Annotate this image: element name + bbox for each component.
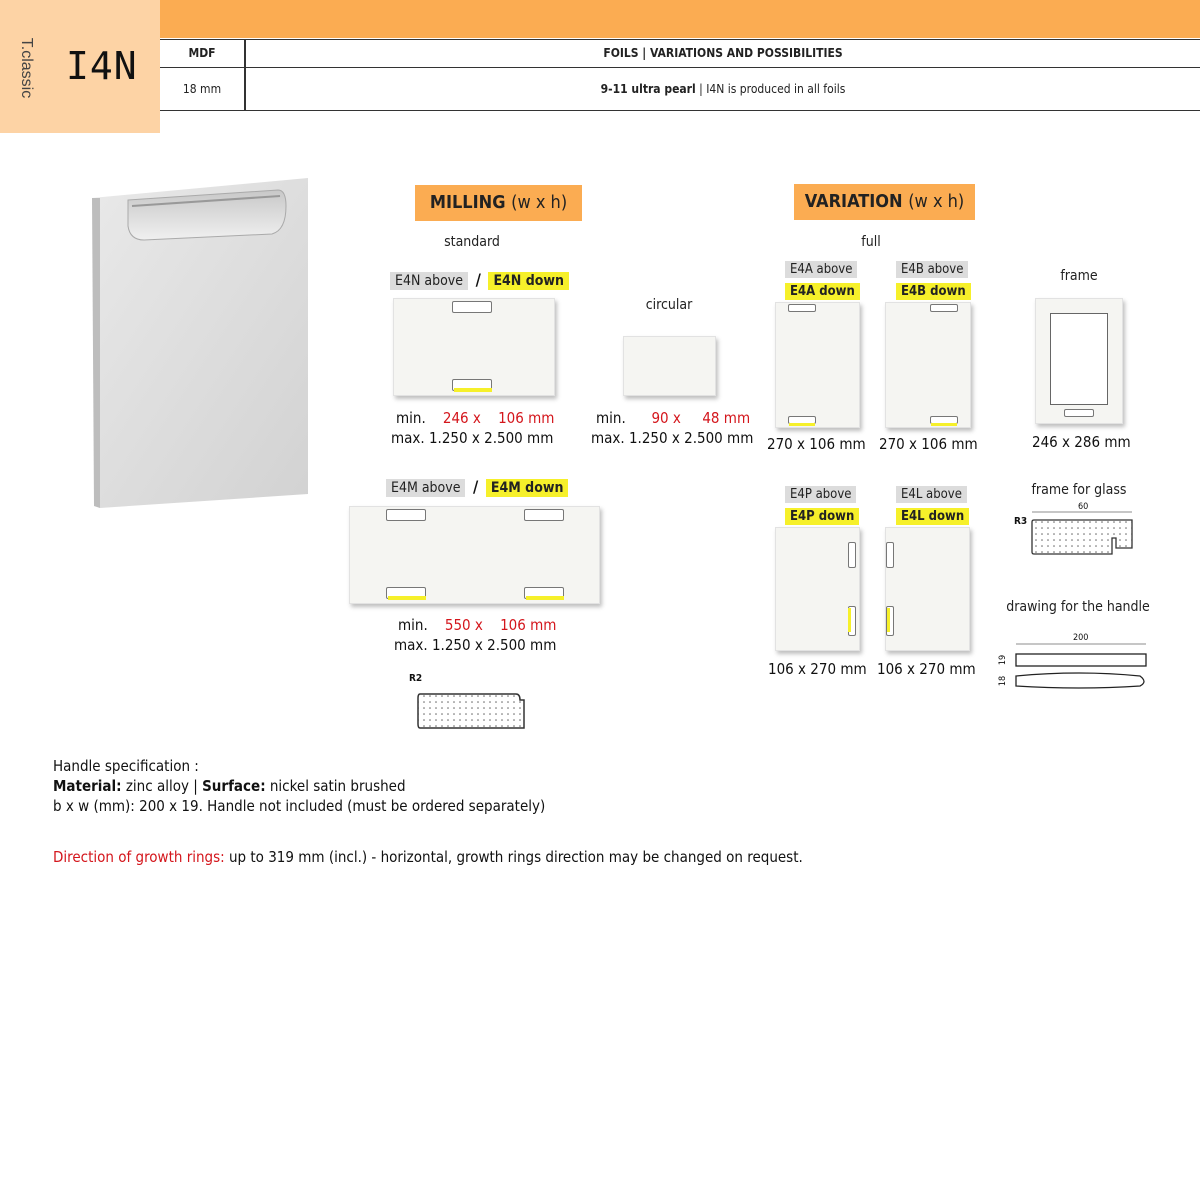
e4a-yellow-mark [789, 423, 815, 426]
e4b-above-tag-wrap [896, 258, 968, 277]
surface-label: Surface: [202, 777, 266, 795]
e4a-down-tag: E4A down [785, 283, 860, 300]
e4l-above-tag-wrap [896, 483, 967, 502]
e4a-dimension: 270 x 106 mm [767, 435, 866, 453]
e4a-panel [775, 302, 860, 428]
full-label: full [861, 234, 881, 250]
circular-max-dimension: max. 1.250 x 2.500 mm [591, 429, 754, 447]
e4n-yellow-mark [454, 388, 492, 392]
frame-glass-label: frame for glass [1031, 482, 1127, 498]
handle-spec-title: Handle specification : [53, 757, 199, 775]
frame-handle [1064, 409, 1094, 417]
growth-text: up to 319 mm (incl.) - horizontal, growth rings direction may be changed on request. [224, 848, 803, 866]
e4n-min-dimension [396, 409, 554, 427]
milling-title: MILLING [429, 192, 506, 213]
slash: / [473, 477, 479, 496]
slash: / [475, 270, 481, 289]
handle-length: 200 [1073, 633, 1089, 643]
e4m-above-tag: E4M above [386, 479, 465, 497]
material-value: zinc alloy | [121, 777, 203, 795]
table-header-mdf: MDF [160, 40, 244, 68]
circular-min-dimension [596, 409, 750, 427]
e4l-above-tag: E4L above [896, 486, 967, 503]
e4b-panel [885, 302, 971, 428]
surface-value: nickel satin brushed [265, 777, 406, 795]
growth-rings-line [53, 848, 803, 866]
material-label: Material: [53, 777, 122, 795]
table-value-mdf: 18 mm [182, 82, 222, 96]
min-height: 48 mm [702, 409, 751, 427]
table-value-foils [246, 68, 1200, 110]
handle-height-1: 19 [998, 654, 1009, 666]
handle-size-line: b x w (mm): 200 x 19. Handle not included (must be ordered separately) [53, 797, 546, 815]
min-height: 106 mm [500, 616, 557, 634]
e4p-dimension: 106 x 270 mm [768, 660, 867, 678]
e4b-down-tag-wrap [896, 280, 971, 299]
min-prefix: min. [398, 616, 428, 634]
milling-heading [415, 185, 582, 221]
min-height: 106 mm [498, 409, 555, 427]
r2-profile-drawing [416, 688, 528, 732]
e4p-top-handle [848, 542, 856, 568]
e4l-dimension: 106 x 270 mm [877, 660, 976, 678]
handle-height-2: 18 [998, 675, 1009, 687]
e4a-top-handle [788, 304, 816, 312]
e4m-top-left-handle [386, 509, 426, 521]
frame-glass-drawing [1028, 508, 1138, 558]
min-prefix: min. [596, 409, 626, 427]
model-code: I4N [66, 44, 138, 88]
e4m-min-dimension [398, 616, 556, 634]
e4p-above-tag: E4P above [785, 486, 856, 503]
e4n-top-handle [452, 301, 492, 313]
e4p-panel [775, 527, 860, 651]
e4n-down-tag: E4N down [488, 272, 569, 290]
frame-glass-width: 60 [1078, 502, 1089, 512]
foil-note: | I4N is produced in all foils [695, 82, 846, 96]
e4l-down-tag-wrap [896, 505, 969, 524]
e4p-above-tag-wrap [785, 483, 856, 502]
foil-name: 9-11 ultra pearl [600, 82, 696, 96]
e4a-above-tag: E4A above [785, 261, 857, 278]
e4l-yellow-mark [887, 608, 890, 632]
table-header-foils: FOILS | VARIATIONS AND POSSIBILITIES [246, 40, 1200, 68]
min-prefix: min. [396, 409, 426, 427]
e4m-max-dimension: max. 1.250 x 2.500 mm [394, 636, 557, 654]
e4b-down-tag: E4B down [896, 283, 971, 300]
e4l-top-handle [886, 542, 894, 568]
milling-unit: (w x h) [511, 192, 568, 213]
frame-dimension: 246 x 286 mm [1032, 433, 1131, 451]
circular-panel [623, 336, 716, 396]
min-width: 90 x [651, 409, 681, 427]
e4a-above-tag-wrap [785, 258, 857, 277]
e4b-yellow-mark [931, 423, 957, 426]
e4l-down-tag: E4L down [896, 508, 969, 525]
e4a-down-tag-wrap [785, 280, 860, 299]
frame-glass-radius: R3 [1014, 516, 1028, 527]
r2-label: R2 [409, 673, 423, 684]
standard-label: standard [444, 234, 500, 250]
e4m-tags [386, 477, 568, 496]
door-product-image [86, 176, 326, 516]
min-width: 246 x [442, 409, 481, 427]
handle-drawing-label: drawing for the handle [1006, 599, 1150, 615]
brand-name: T.classic [18, 37, 35, 99]
variation-title: VARIATION [804, 191, 903, 212]
e4b-dimension: 270 x 106 mm [879, 435, 978, 453]
e4m-panel [349, 506, 600, 604]
e4l-panel [885, 527, 970, 651]
e4b-top-handle [930, 304, 958, 312]
brand-logo [14, 28, 38, 108]
e4n-panel [393, 298, 555, 396]
e4p-yellow-mark [848, 608, 851, 632]
e4b-above-tag: E4B above [896, 261, 968, 278]
frame-panel [1035, 298, 1123, 424]
e4n-above-tag: E4N above [390, 272, 468, 290]
e4p-down-tag: E4P down [785, 508, 859, 525]
variation-unit: (w x h) [908, 191, 965, 212]
e4m-down-tag: E4M down [486, 479, 569, 497]
e4m-top-right-handle [524, 509, 564, 521]
header-bar [160, 0, 1200, 38]
handle-material-line [53, 777, 406, 795]
e4n-max-dimension: max. 1.250 x 2.500 mm [391, 429, 554, 447]
circular-label: circular [645, 297, 693, 313]
growth-label: Direction of growth rings: [53, 848, 225, 866]
handle-drawing [1010, 640, 1150, 692]
e4m-yellow-mark-right [526, 596, 564, 600]
variation-heading [794, 184, 975, 220]
min-width: 550 x [444, 616, 483, 634]
frame-window [1050, 313, 1108, 405]
e4p-down-tag-wrap [785, 505, 859, 524]
e4m-yellow-mark-left [388, 596, 426, 600]
e4n-tags [390, 270, 569, 289]
frame-label: frame [1060, 268, 1098, 284]
spec-table [160, 39, 1200, 111]
